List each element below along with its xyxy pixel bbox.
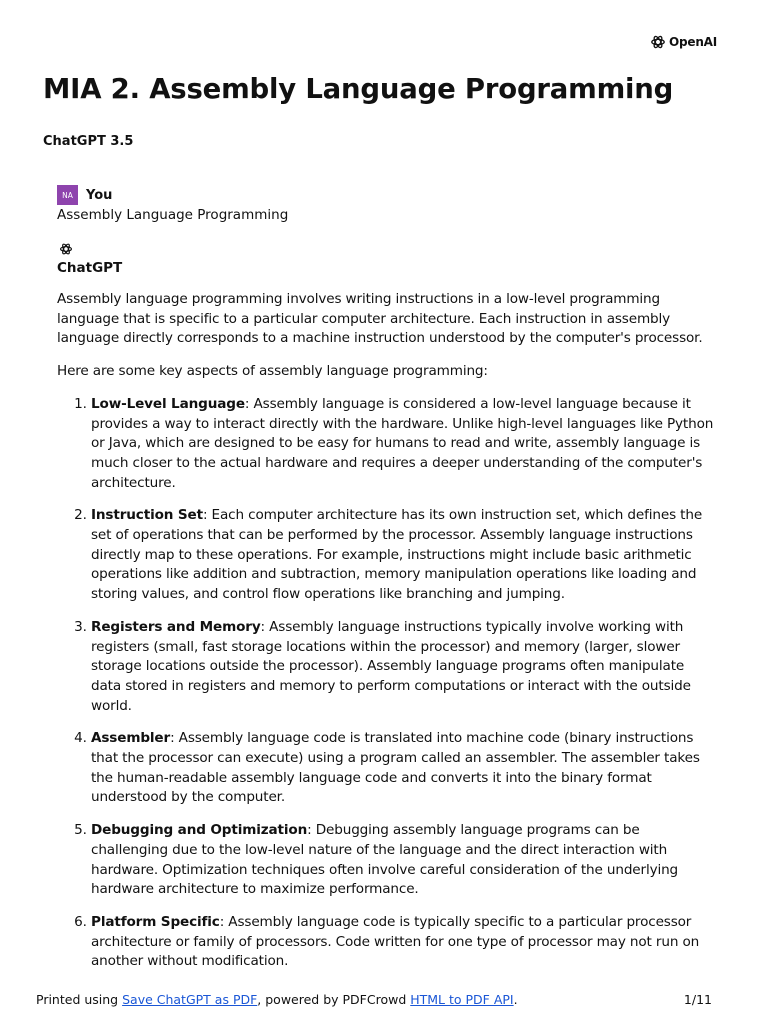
user-header [57,185,112,205]
page-title: MIA 2. Assembly Language Programming [43,73,674,105]
assistant-message [57,290,717,985]
item-text: : Debugging assembly language programs can be challenging due to the low-level nature of the language and the direct interaction with hardware. Optimization techniques often involve careful consideration of the underlying hardware architecture to maximize performance. [91,822,679,898]
item-text: : Assembly language code is typically specific to a particular processor architecture or family of processors. Code written for one type of processor may not run on another without modification. [91,913,700,970]
list-item [91,395,717,494]
item-term: Platform Specific [91,913,220,930]
item-text: : Assembly language is considered a low-level language because it provides a way to interact directly with the hardware. Unlike high-level languages like Python or Java, which are designed to be easy for humans to read and write, assembly language is much closer to the actual hardware and requires a deeper understanding of the computer's architecture. [91,395,714,491]
item-term: Instruction Set [91,507,203,524]
page-number: 1/11 [683,992,712,1007]
html-to-pdf-api-link[interactable]: HTML to PDF API [410,992,514,1007]
footer-middle: , powered by PDFCrowd [257,992,411,1007]
item-text: : Assembly language instructions typically involve working with registers (small, fast storage locations within the processor) and memory (larger, slower storage locations outside the processor). Assembly language programs often manipulate data stored in registers and memory to perform computations or interact with the outside world. [91,618,691,714]
chatgpt-icon [59,242,73,256]
item-term: Low-Level Language [91,395,245,412]
item-text: : Each computer architecture has its own instruction set, which defines the set of operations that can be performed by the processor. Assembly language instructions directly map to these operations. For example, instructions might include basic arithmetic operations like addition and subtraction, memory manipulation operations like loading and storing values, and control flow operations like branching and jumping. [91,507,703,603]
footer-prefix: Printed using [36,992,123,1007]
assistant-name: ChatGPT [57,260,123,276]
list-item [91,506,717,605]
key-aspects-list [57,395,717,972]
list-item [91,618,717,717]
list-item [91,821,717,900]
list-item [91,729,717,808]
item-term: Registers and Memory [91,618,261,635]
avatar-initials: NA [62,190,73,200]
intro-paragraph: Assembly language programming involves writing instructions in a low-level programming language that is specific to a particular computer architecture. Each instruction in assembly language directly corresponds to a machine instruction understood by the computer's processor. [57,291,703,347]
item-text: : Assembly language code is translated into machine code (binary instructions that the processor can execute) using a program called an assembler. The assembler takes the human-readable assembly language code and converts it into the binary format understood by the computer. [91,730,700,806]
user-message: Assembly Language Programming [57,207,289,223]
page-footer [36,992,712,1007]
item-term: Assembler [91,730,171,747]
openai-logo [650,33,717,51]
model-name: ChatGPT 3.5 [43,134,134,149]
user-name: You [86,187,113,203]
save-chatgpt-pdf-link[interactable]: Save ChatGPT as PDF [122,992,258,1007]
avatar [57,185,78,205]
footer-credit [36,992,518,1007]
footer-suffix: . [513,992,518,1007]
openai-logo-text: OpenAI [669,35,718,49]
openai-knot-icon [650,34,666,50]
list-item [91,913,717,972]
lead-paragraph: Here are some key aspects of assembly language programming: [57,363,488,380]
item-term: Debugging and Optimization [91,822,308,839]
